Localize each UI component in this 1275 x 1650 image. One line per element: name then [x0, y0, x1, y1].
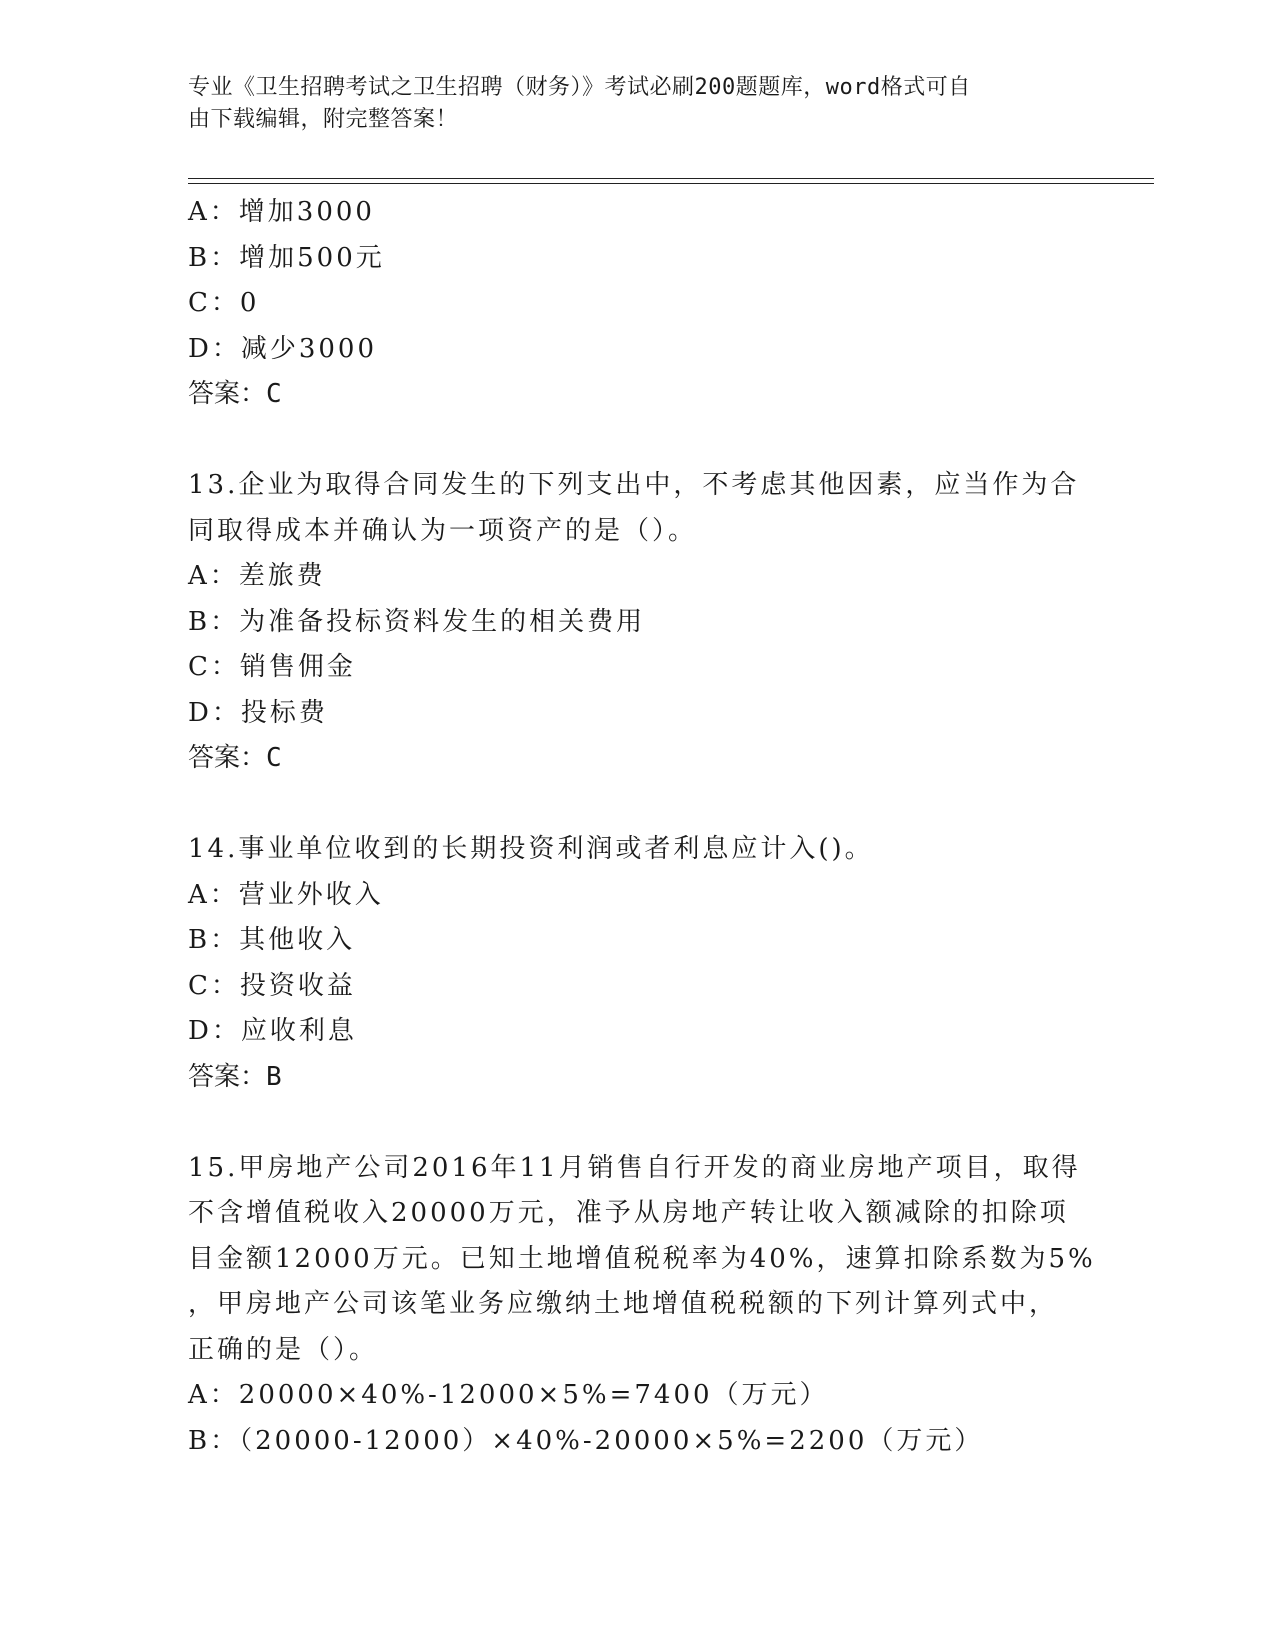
option-c: C：销售佣金: [188, 652, 356, 682]
header-line-2: 由下载编辑，附完整答案！: [188, 107, 459, 132]
option-a: A：营业外收入: [188, 879, 384, 910]
question-15: [188, 1146, 1096, 1465]
prev-question: [188, 190, 1088, 418]
question-14: [188, 827, 1088, 1100]
document-header: [188, 72, 1068, 136]
question-text: 不含增值税收入20000万元，准予从房地产转让收入额减除的扣除项: [188, 1198, 1069, 1228]
header-divider-top: [188, 178, 1154, 179]
header-line-1: 专业《卫生招聘考试之卫生招聘（财务）》考试必刷200题题库，word格式可自: [188, 75, 971, 100]
option-b: B：其他收入: [188, 925, 356, 955]
question-content: [188, 190, 1096, 1464]
question-text: 13.企业为取得合同发生的下列支出中，不考虑其他因素，应当作为合: [188, 470, 1080, 500]
option-c: C：0: [188, 288, 260, 318]
question-text: 14.事业单位收到的长期投资利润或者利息应计入()。: [188, 834, 874, 864]
question-text: 同取得成本并确认为一项资产的是（）。: [188, 515, 698, 546]
question-text: ，甲房地产公司该笔业务应缴纳土地增值税税额的下列计算列式中，: [188, 1289, 1059, 1319]
option-b: B：（20000-12000）×40%-20000×5%=2200（万元）: [188, 1425, 984, 1456]
option-d: D：投标费: [188, 697, 328, 728]
header-divider-bottom: [188, 183, 1154, 184]
option-d: D：应收利息: [188, 1016, 357, 1046]
question-13: [188, 463, 1088, 782]
option-a: A：差旅费: [188, 561, 326, 591]
option-a: A：增加3000: [188, 197, 375, 227]
option-d: D：减少3000: [188, 333, 378, 364]
answer: 答案：C: [188, 379, 282, 409]
answer: 答案：B: [188, 1061, 282, 1092]
question-text: 正确的是（）。: [188, 1334, 379, 1365]
question-text: 15.甲房地产公司2016年11月销售自行开发的商业房地产项目，取得: [188, 1152, 1081, 1183]
option-b: B：为准备投标资料发生的相关费用: [188, 606, 646, 637]
option-b: B：增加500元: [188, 242, 385, 273]
option-c: C：投资收益: [188, 970, 356, 1001]
answer: 答案：C: [188, 743, 282, 773]
question-text: 目金额12000万元。已知土地增值税税率为40%，速算扣除系数为5%: [188, 1243, 1096, 1274]
option-a: A：20000×40%-12000×5%=7400（万元）: [188, 1380, 829, 1410]
